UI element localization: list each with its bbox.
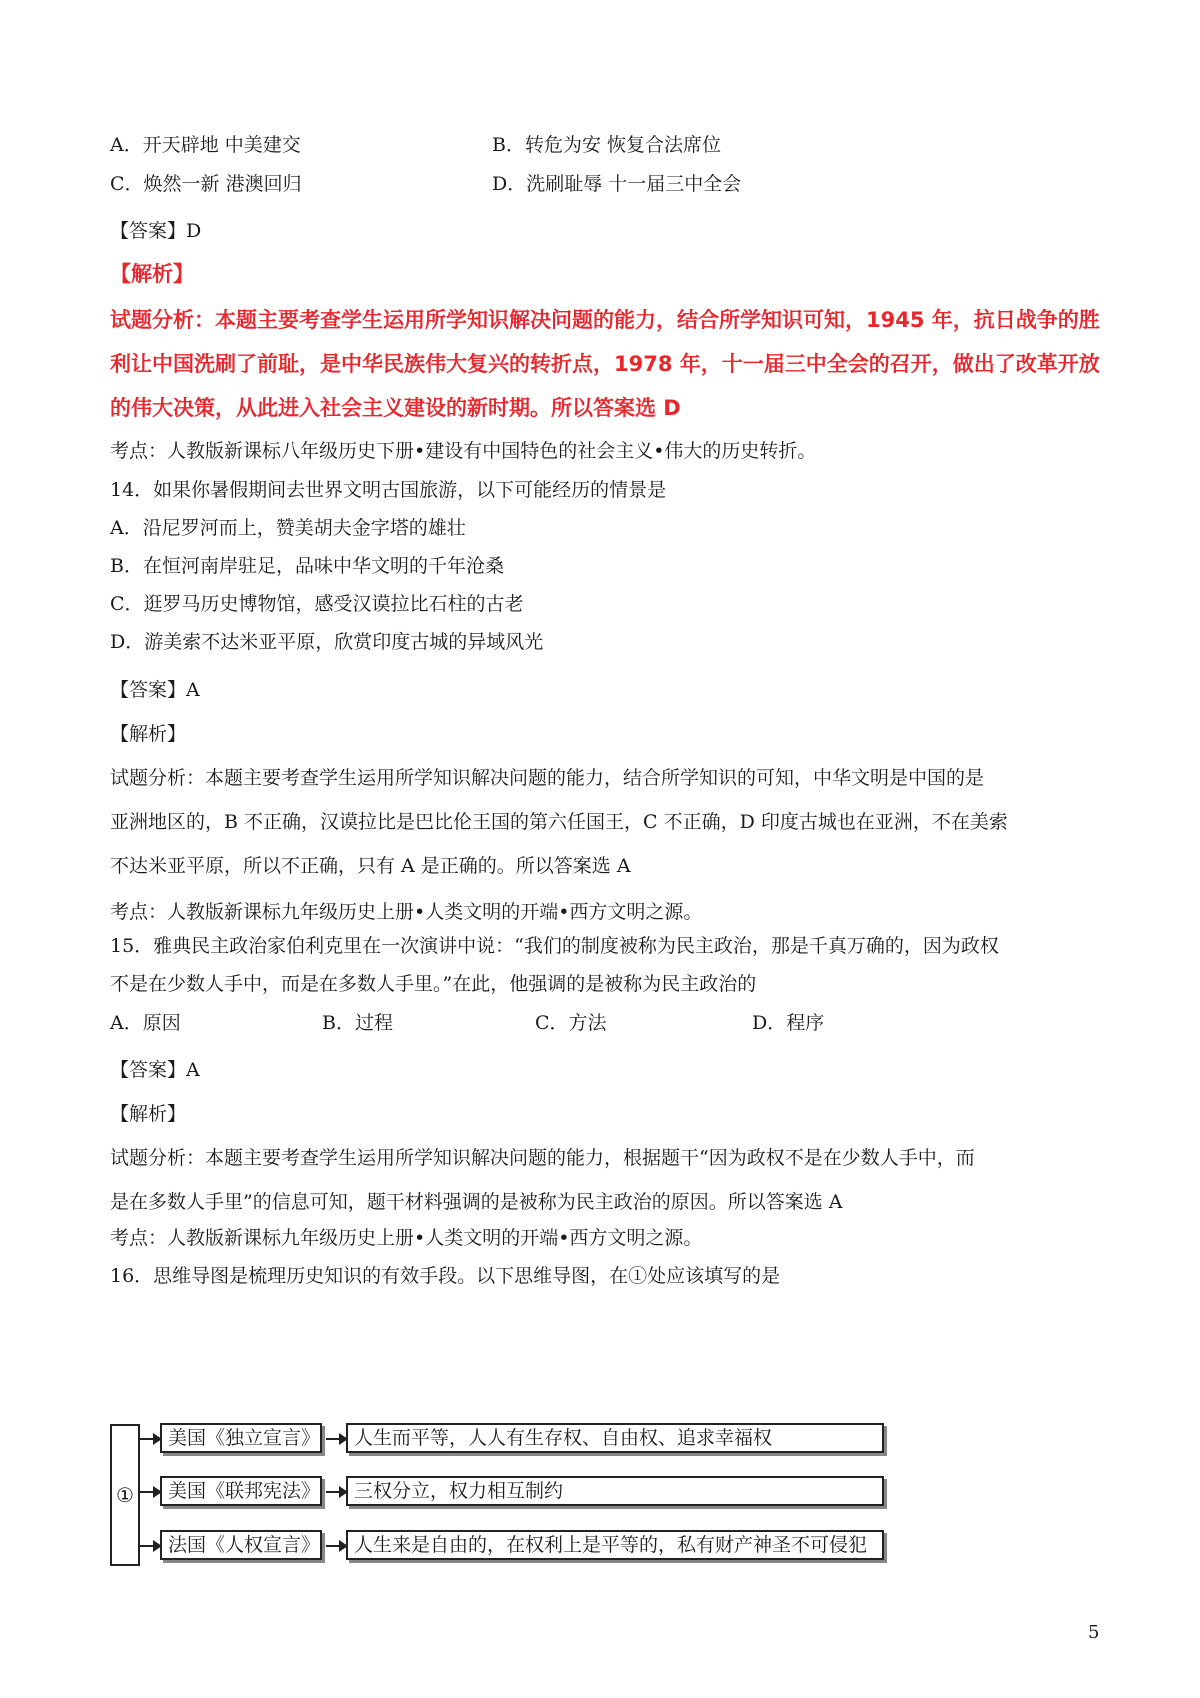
q14-option-a: A．沿尼罗河而上，赞美胡夫金字塔的雄壮 <box>110 517 466 539</box>
mind-map-arrow <box>140 1491 160 1493</box>
content-box-constitution: 三权分立，权力相互制约 <box>346 1476 884 1506</box>
q15-stem-line-1: 15．雅典民主政治家伯利克里在一次演讲中说：“我们的制度被称为民主政治，那是千真万确的，因为政权 <box>110 935 999 957</box>
q13-option-d: D．洗刷耻辱 十一届三中全会 <box>492 173 742 195</box>
q13-analysis-line-2: 利让中国洗刷了前耻，是中华民族伟大复兴的转折点，1978 年，十一届三中全会的召开，做出了改革开放 <box>110 352 1100 376</box>
q15-option-c: C．方法 <box>535 1012 607 1034</box>
q13-option-a: A．开天辟地 中美建交 <box>110 134 301 156</box>
q15-stem-line-2: 不是在少数人手中，而是在多数人手里。”在此，他强调的是被称为民主政治的 <box>110 973 757 995</box>
q13-option-c: C．焕然一新 港澳回归 <box>110 173 302 195</box>
q14-option-b: B．在恒河南岸驻足，品味中华文明的千年沧桑 <box>110 555 504 577</box>
q13-analysis-line-3: 的伟大决策，从此进入社会主义建设的新时期。所以答案选 D <box>110 396 681 420</box>
doc-box-rights: 法国《人权宣言》 <box>160 1530 322 1560</box>
q15-analysis-label: 【解析】 <box>110 1103 187 1125</box>
q15-option-a: A．原因 <box>110 1012 181 1034</box>
q15-analysis-line-1: 试题分析：本题主要考查学生运用所学知识解决问题的能力，根据题干“因为政权不是在少数人手中，而 <box>110 1147 975 1169</box>
q13-option-b: B．转危为安 恢复合法席位 <box>492 134 722 156</box>
q15-point: 考点：人教版新课标九年级历史上册•人类文明的开端•西方文明之源。 <box>110 1227 703 1249</box>
q13-answer: 【答案】D <box>110 220 202 242</box>
q15-analysis-line-2: 是在多数人手里”的信息可知，题干材料强调的是被称为民主政治的原因。所以答案选 A <box>110 1191 843 1213</box>
mind-map-root: ① <box>110 1424 140 1566</box>
q16-stem: 16．思维导图是梳理历史知识的有效手段。以下思维导图，在①处应该填写的是 <box>110 1265 781 1287</box>
q13-analysis-line-1: 试题分析：本题主要考查学生运用所学知识解决问题的能力，结合所学知识可知，1945 年，抗日战争的胜 <box>110 308 1100 332</box>
q14-analysis-line-3: 不达米亚平原，所以不正确，只有 A 是正确的。所以答案选 A <box>110 855 631 877</box>
mind-map-spine <box>138 1438 140 1554</box>
q13-analysis-label: 【解析】 <box>110 262 194 286</box>
content-box-rights: 人生来是自由的，在权利上是平等的，私有财产神圣不可侵犯 <box>346 1530 884 1560</box>
doc-box-independence: 美国《独立宣言》 <box>160 1423 322 1453</box>
q14-analysis-line-2: 亚洲地区的，B 不正确，汉谟拉比是巴比伦王国的第六任国王，C 不正确，D 印度古城也在亚洲，不在美索 <box>110 811 1008 833</box>
mind-map-arrow <box>140 1438 160 1440</box>
q14-stem: 14．如果你暑假期间去世界文明古国旅游，以下可能经历的情景是 <box>110 479 667 501</box>
q15-answer: 【答案】A <box>110 1059 200 1081</box>
mind-map-arrow <box>326 1545 346 1547</box>
q15-option-d: D．程序 <box>752 1012 825 1034</box>
q14-answer: 【答案】A <box>110 679 200 701</box>
content-box-independence: 人生而平等，人人有生存权、自由权、追求幸福权 <box>346 1423 884 1453</box>
q13-point: 考点：人教版新课标八年级历史下册•建设有中国特色的社会主义•伟大的历史转折。 <box>110 440 817 462</box>
page-number: 5 <box>1088 1622 1100 1643</box>
q14-analysis-line-1: 试题分析：本题主要考查学生运用所学知识解决问题的能力，结合所学知识的可知，中华文明是中国的是 <box>110 767 985 789</box>
q14-analysis-label: 【解析】 <box>110 723 187 745</box>
doc-box-constitution: 美国《联邦宪法》 <box>160 1476 322 1506</box>
mind-map-arrow <box>140 1545 160 1547</box>
q15-option-b: B．过程 <box>322 1012 393 1034</box>
q14-point: 考点：人教版新课标九年级历史上册•人类文明的开端•西方文明之源。 <box>110 901 703 923</box>
q14-option-c: C．逛罗马历史博物馆，感受汉谟拉比石柱的古老 <box>110 593 524 615</box>
mind-map-arrow <box>326 1491 346 1493</box>
q14-option-d: D．游美索不达米亚平原，欣赏印度古城的异域风光 <box>110 631 544 653</box>
mind-map-arrow <box>326 1438 346 1440</box>
